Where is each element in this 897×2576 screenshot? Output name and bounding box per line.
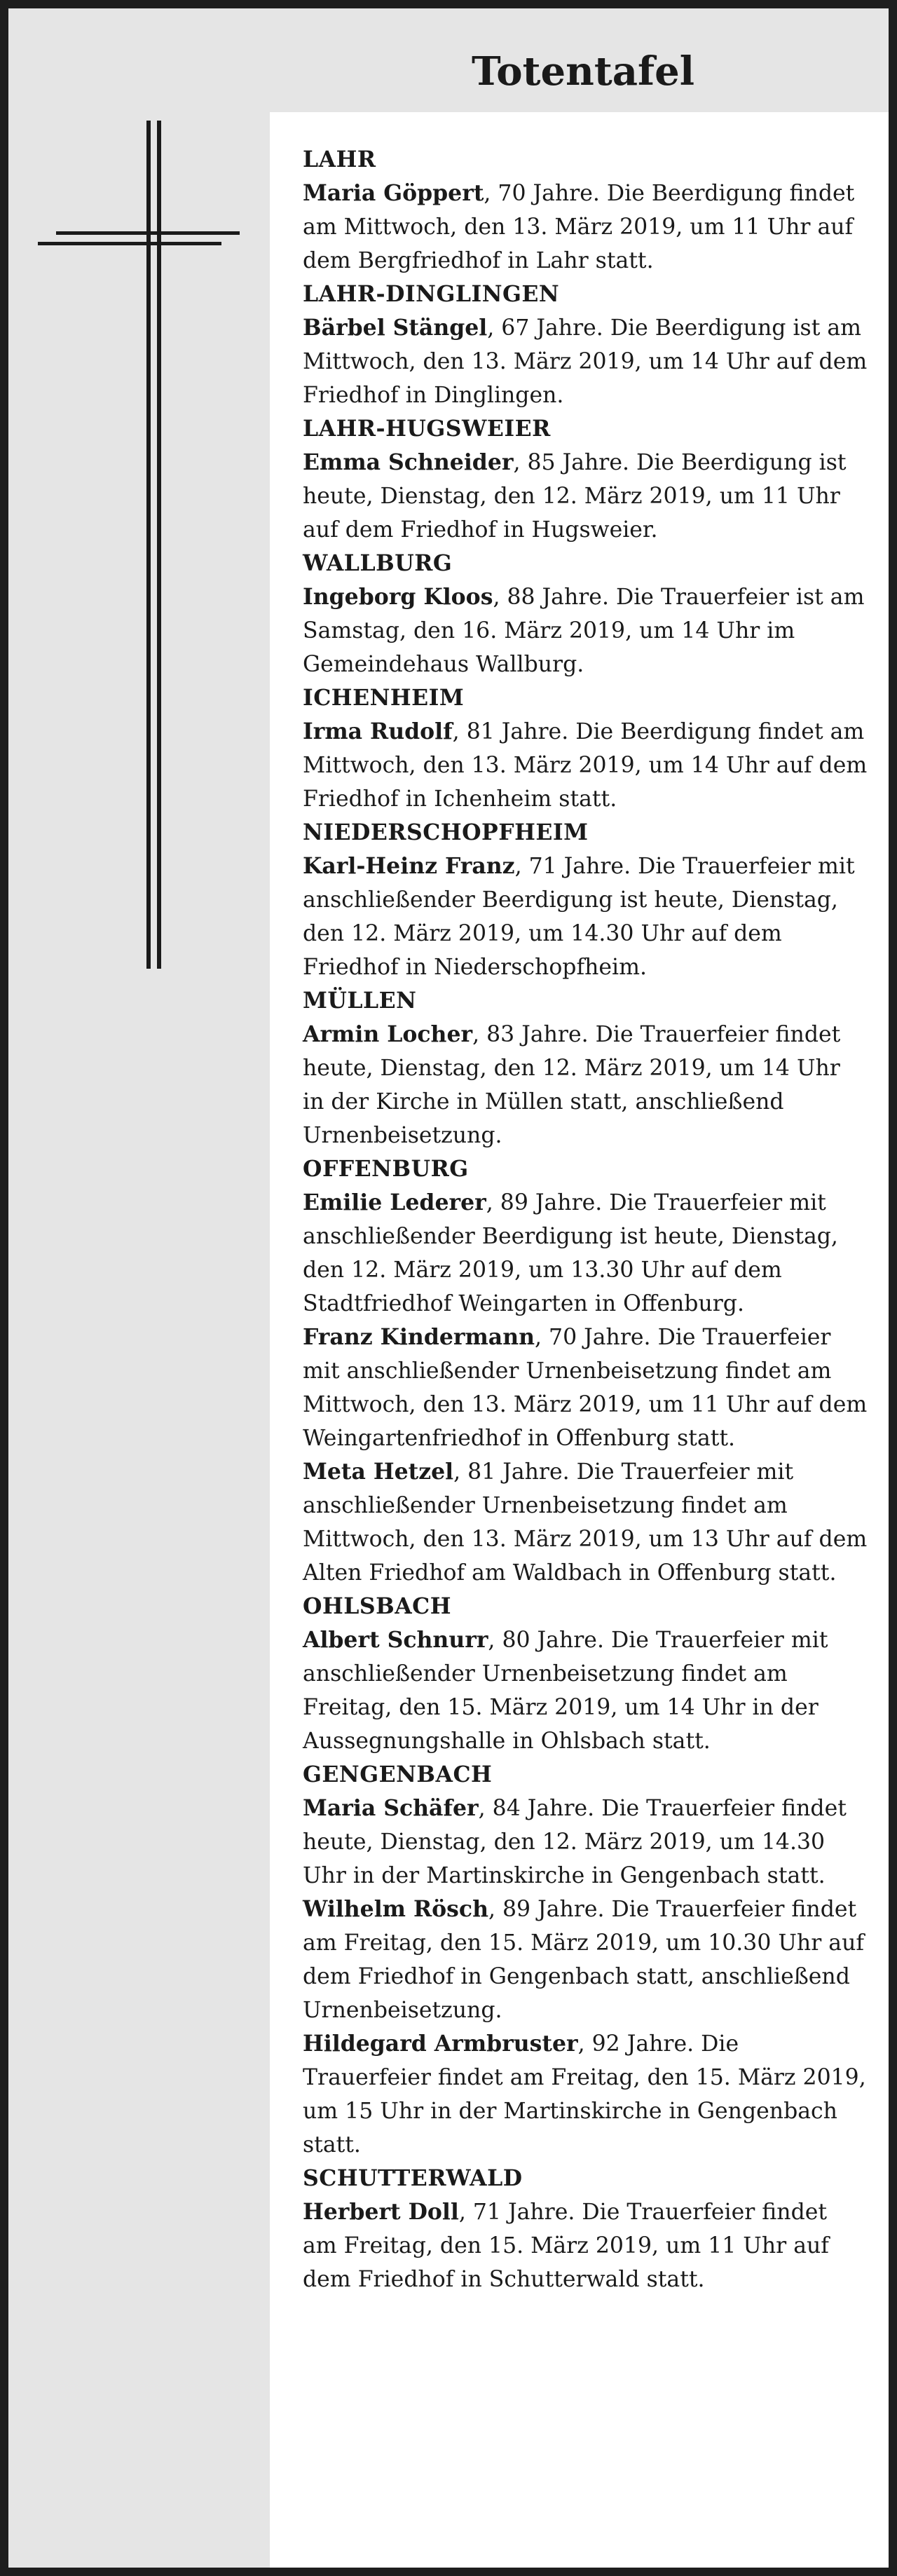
funeral-details: , 89 Jahre. Die Trauerfeier findet am Freitag, den 15. März 2019, um 10.30 Uhr auf dem Friedhof in Gengenbach statt, anschließend Urnenbeisetzung. [303, 1897, 865, 2023]
obituary-entry [303, 1623, 868, 1758]
funeral-details: , 83 Jahre. Die Trauerfeier findet heute, Dienstag, den 12. März 2019, um 14 Uhr in der Kirche in Müllen statt, anschließend Urnenbeisetzung. [303, 1022, 841, 1148]
deceased-name: Bärbel Stängel [303, 315, 488, 341]
obituary-entry [303, 2027, 868, 2162]
deceased-name: Meta Hetzel [303, 1459, 454, 1485]
deceased-name: Karl-Heinz Franz [303, 853, 515, 879]
place-heading: ICHENHEIM [303, 685, 465, 711]
deceased-name: Irma Rudolf [303, 718, 453, 744]
funeral-details: , 67 Jahre. Die Beerdigung ist am Mittwoch, den 13. März 2019, um 14 Uhr auf dem Friedhof in Dinglingen. [303, 315, 868, 408]
obituary-section [303, 143, 868, 278]
obituary-entry [303, 1321, 868, 1455]
cross-icon [8, 8, 275, 990]
deceased-name: Armin Locher [303, 1021, 473, 1047]
obituary-entry [303, 1455, 868, 1590]
obituary-entry [303, 446, 868, 547]
deceased-name: Ingeborg Kloos [303, 584, 493, 610]
place-heading: SCHUTTERWALD [303, 2165, 523, 2191]
obituary-entry [303, 1893, 868, 2027]
funeral-details: , 92 Jahre. Die Trauerfeier findet am Freitag, den 15. März 2019, um 15 Uhr in der Martinskirche in Gengenbach statt. [303, 2031, 866, 2158]
obituary-entry [303, 580, 868, 681]
deceased-name: Franz Kindermann [303, 1324, 535, 1350]
funeral-details: , 71 Jahre. Die Trauerfeier mit anschließender Beerdigung ist heute, Dienstag, den 12. März 2019, um 14.30 Uhr auf dem Friedhof in Niederschopfheim. [303, 854, 855, 980]
obituary-section [303, 681, 868, 816]
obituary-section [303, 1590, 868, 1758]
obituary-entry [303, 311, 868, 412]
place-heading: LAHR [303, 146, 376, 172]
funeral-details: , 89 Jahre. Die Trauerfeier mit anschließender Beerdigung ist heute, Dienstag, den 12. März 2019, um 13.30 Uhr auf dem Stadtfriedhof Weingarten in Offenburg. [303, 1190, 838, 1316]
obituary-entry [303, 177, 868, 278]
place-heading: WALLBURG [303, 550, 453, 576]
obituary-entry [303, 1792, 868, 1893]
funeral-details: , 70 Jahre. Die Trauerfeier mit anschließender Urnenbeisetzung findet am Mittwoch, den 13. März 2019, um 11 Uhr auf dem Weingartenfriedhof in Offenburg statt. [303, 1325, 868, 1451]
cross-vertical-left [146, 121, 151, 969]
place-heading: MÜLLEN [303, 988, 417, 1014]
funeral-details: , 81 Jahre. Die Trauerfeier mit anschließender Urnenbeisetzung findet am Mittwoch, den 13. März 2019, um 13 Uhr auf dem Alten Friedhof am Waldbach in Offenburg statt. [303, 1459, 868, 1586]
obituary-list [270, 112, 889, 2568]
place-heading: OFFENBURG [303, 1156, 469, 1182]
cross-horizontal-upper [56, 231, 240, 235]
deceased-name: Maria Schäfer [303, 1795, 479, 1821]
place-heading: NIEDERSCHOPFHEIM [303, 819, 589, 845]
deceased-name: Wilhelm Rösch [303, 1896, 488, 1922]
deceased-name: Herbert Doll [303, 2199, 459, 2225]
place-heading: GENGENBACH [303, 1761, 493, 1787]
cross-horizontal-lower [38, 242, 221, 245]
obituary-entry [303, 1186, 868, 1321]
obituary-section [303, 412, 868, 547]
obituary-section [303, 2162, 868, 2296]
place-heading: LAHR-DINGLINGEN [303, 281, 560, 307]
deceased-name: Hildegard Armbruster [303, 2031, 578, 2057]
funeral-details: , 88 Jahre. Die Trauerfeier ist am Samstag, den 16. März 2019, um 14 Uhr im Gemeindehaus Wallburg. [303, 585, 865, 677]
funeral-details: , 80 Jahre. Die Trauerfeier mit anschließender Urnenbeisetzung findet am Freitag, den 15. März 2019, um 14 Uhr in der Aussegnungshalle in Ohlsbach statt. [303, 1628, 828, 1754]
place-heading: OHLSBACH [303, 1593, 451, 1619]
funeral-details: , 71 Jahre. Die Trauerfeier findet am Freitag, den 15. März 2019, um 11 Uhr auf dem Friedhof in Schutterwald statt. [303, 2200, 829, 2292]
obituary-section [303, 1152, 868, 1590]
obituary-entry [303, 1018, 868, 1152]
funeral-details: , 85 Jahre. Die Beerdigung ist heute, Dienstag, den 12. März 2019, um 11 Uhr auf dem Friedhof in Hugsweier. [303, 450, 847, 543]
deceased-name: Maria Göppert [303, 180, 484, 206]
funeral-details: , 81 Jahre. Die Beerdigung findet am Mittwoch, den 13. März 2019, um 14 Uhr auf dem Friedhof in Ichenheim statt. [303, 719, 868, 812]
obituary-section [303, 816, 868, 984]
obituary-entry [303, 850, 868, 984]
obituary-entry [303, 2195, 868, 2296]
obituary-section [303, 547, 868, 681]
obituary-section [303, 278, 868, 412]
obituary-entry [303, 715, 868, 816]
funeral-details: , 84 Jahre. Die Trauerfeier findet heute, Dienstag, den 12. März 2019, um 14.30 Uhr in der Martinskirche in Gengenbach statt. [303, 1796, 847, 1888]
place-heading: LAHR-HUGSWEIER [303, 416, 551, 442]
deceased-name: Emma Schneider [303, 449, 514, 475]
deceased-name: Emilie Lederer [303, 1190, 486, 1215]
obituary-section [303, 1758, 868, 2162]
funeral-details: , 70 Jahre. Die Beerdigung findet am Mittwoch, den 13. März 2019, um 11 Uhr auf dem Bergfriedhof in Lahr statt. [303, 181, 855, 273]
obituary-section [303, 984, 868, 1152]
cross-vertical-right [157, 121, 161, 969]
page-title: Totentafel [472, 48, 694, 95]
deceased-name: Albert Schnurr [303, 1627, 488, 1653]
